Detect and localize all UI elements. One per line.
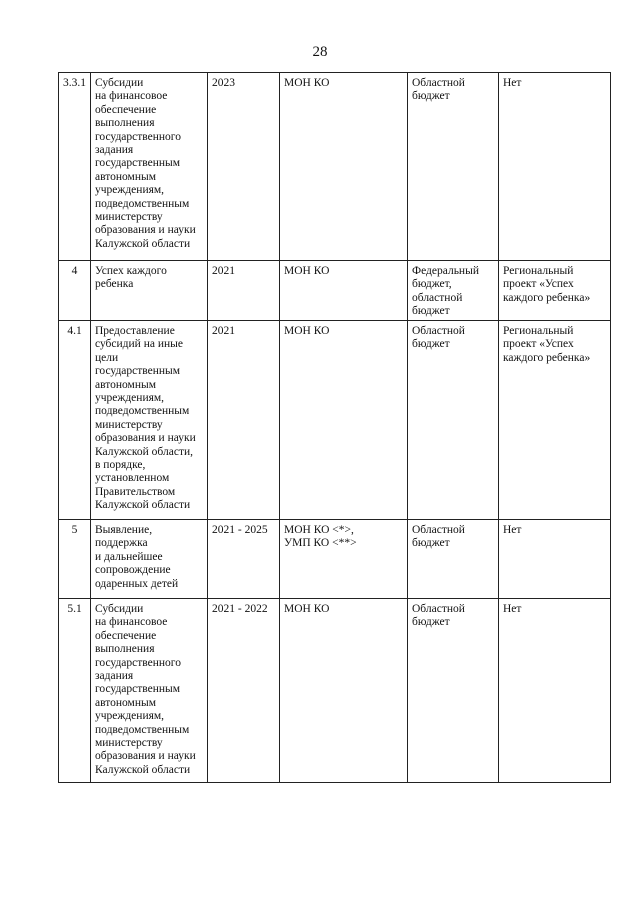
- regional-project: Нет: [499, 520, 611, 599]
- table-row: [59, 321, 611, 520]
- period: 2021: [208, 261, 280, 321]
- activity-name: Субсидии на финансовое обеспечение выполнения государственного задания государственным автономным учреждениям, подведомственным министерству образования и науки Калужской области: [91, 599, 208, 783]
- row-number: 5: [59, 520, 91, 599]
- table-row: [59, 520, 611, 599]
- row-number: 4.1: [59, 321, 91, 520]
- regional-project: Нет: [499, 73, 611, 261]
- program-table: [58, 72, 611, 783]
- row-number: 5.1: [59, 599, 91, 783]
- executor: МОН КО: [280, 73, 408, 261]
- table-row: [59, 261, 611, 321]
- activity-name: Успех каждого ребенка: [91, 261, 208, 321]
- activity-name: Предоставление субсидий на иные цели государственным автономным учреждениям, подведомственным министерству образования и науки Калужской области, в порядке, установленном Правительством Калужской области: [91, 321, 208, 520]
- row-number: 4: [59, 261, 91, 321]
- period: 2021 - 2025: [208, 520, 280, 599]
- regional-project: Нет: [499, 599, 611, 783]
- row-number: 3.3.1: [59, 73, 91, 261]
- executor: МОН КО: [280, 599, 408, 783]
- table-row: [59, 73, 611, 261]
- table-row: [59, 599, 611, 783]
- funding-source: Областной бюджет: [408, 520, 499, 599]
- executor: МОН КО: [280, 321, 408, 520]
- regional-project: Региональный проект «Успех каждого ребенка»: [499, 261, 611, 321]
- executor: МОН КО: [280, 261, 408, 321]
- activity-name: Выявление, поддержка и дальнейшее сопровождение одаренных детей: [91, 520, 208, 599]
- funding-source: Федеральный бюджет, областной бюджет: [408, 261, 499, 321]
- period: 2023: [208, 73, 280, 261]
- executor: МОН КО <*>, УМП КО <**>: [280, 520, 408, 599]
- funding-source: Областной бюджет: [408, 321, 499, 520]
- regional-project: Региональный проект «Успех каждого ребенка»: [499, 321, 611, 520]
- activity-name: Субсидии на финансовое обеспечение выполнения государственного задания государственным автономным учреждениям, подведомственным министерству образования и науки Калужской области: [91, 73, 208, 261]
- period: 2021: [208, 321, 280, 520]
- funding-source: Областной бюджет: [408, 73, 499, 261]
- page-number: 28: [312, 44, 328, 60]
- period: 2021 - 2022: [208, 599, 280, 783]
- funding-source: Областной бюджет: [408, 599, 499, 783]
